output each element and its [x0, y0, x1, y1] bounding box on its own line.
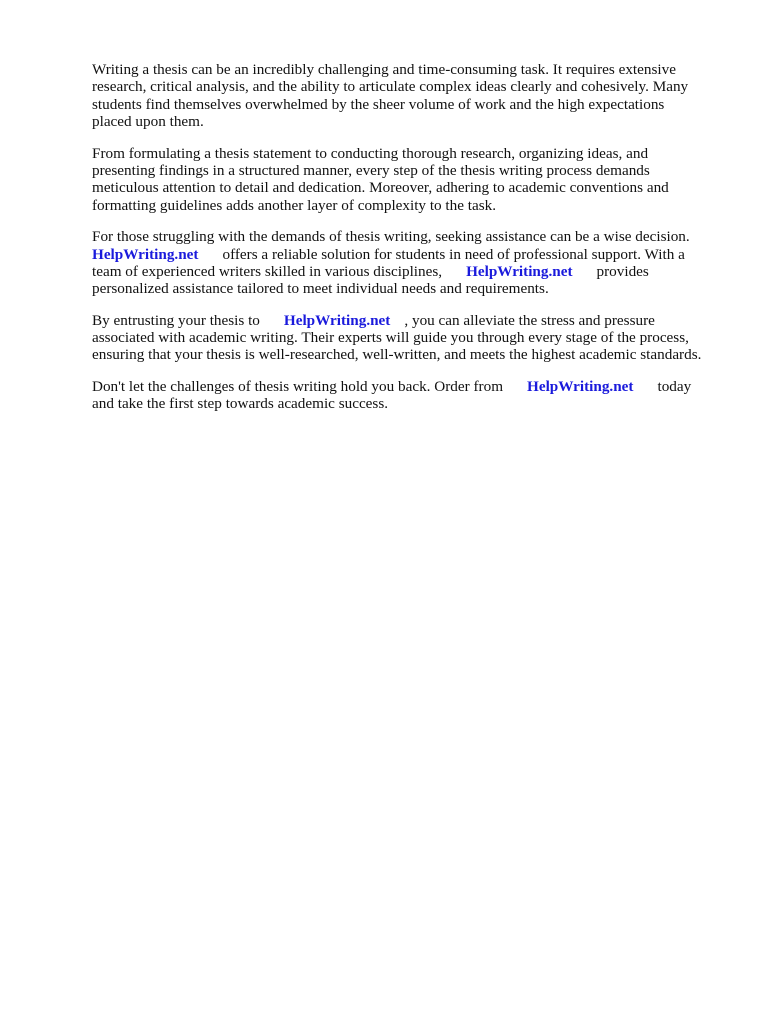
text-line: formatting guidelines adds another layer of complexity to the task. — [92, 196, 497, 214]
text-line: placed upon them. — [92, 113, 204, 131]
text-line: personalized assistance tailored to meet individual needs and requirements. — [92, 280, 549, 298]
text-line — [92, 312, 712, 329]
text-fragment: provides — [596, 262, 649, 280]
helpwriting-link[interactable]: HelpWriting.net — [283, 311, 391, 329]
paragraph-entrusting — [92, 312, 712, 364]
helpwriting-link[interactable]: HelpWriting.net — [466, 262, 573, 280]
text-fragment: today — [657, 377, 692, 395]
text-line: presenting findings in a structured manner, every step of the thesis writing process demands — [92, 161, 650, 179]
document-body — [92, 61, 712, 427]
text-fragment: offers a reliable solution for students in need of professional support. With a — [222, 245, 685, 263]
text-line: and take the first step towards academic success. — [92, 395, 389, 413]
text-fragment: By entrusting your thesis to — [92, 311, 260, 329]
paragraph-assistance — [92, 228, 712, 298]
helpwriting-link[interactable]: HelpWriting.net — [527, 377, 634, 395]
paragraph-intro — [92, 61, 712, 131]
text-line: research, critical analysis, and the ability to articulate complex ideas clearly and cohesively. Many — [92, 78, 689, 96]
text-fragment: Don't let the challenges of thesis writing hold you back. Order from — [92, 377, 504, 395]
paragraph-process — [92, 145, 712, 215]
text-line — [92, 378, 712, 395]
text-line: From formulating a thesis statement to conducting thorough research, organizing ideas, and — [92, 144, 649, 162]
text-line — [92, 246, 712, 263]
text-line: meticulous attention to detail and dedication. Moreover, adhering to academic conventions and — [92, 179, 669, 197]
text-line — [92, 263, 712, 280]
text-fragment: team of experienced writers skilled in various disciplines, — [92, 262, 443, 280]
paragraph-call-to-action — [92, 378, 712, 413]
text-line: Writing a thesis can be an incredibly challenging and time-consuming task. It requires extensive — [92, 61, 676, 78]
helpwriting-link[interactable]: HelpWriting.net — [92, 245, 199, 263]
text-fragment: , you can alleviate the stress and pressure — [404, 311, 655, 329]
text-line: For those struggling with the demands of thesis writing, seeking assistance can be a wise decision. — [92, 228, 690, 246]
text-line: students find themselves overwhelmed by the sheer volume of work and the high expectations — [92, 95, 665, 113]
text-line: associated with academic writing. Their experts will guide you through every stage of the process, — [92, 329, 689, 347]
text-line: ensuring that your thesis is well-researched, well-written, and meets the highest academic standards. — [92, 346, 702, 364]
